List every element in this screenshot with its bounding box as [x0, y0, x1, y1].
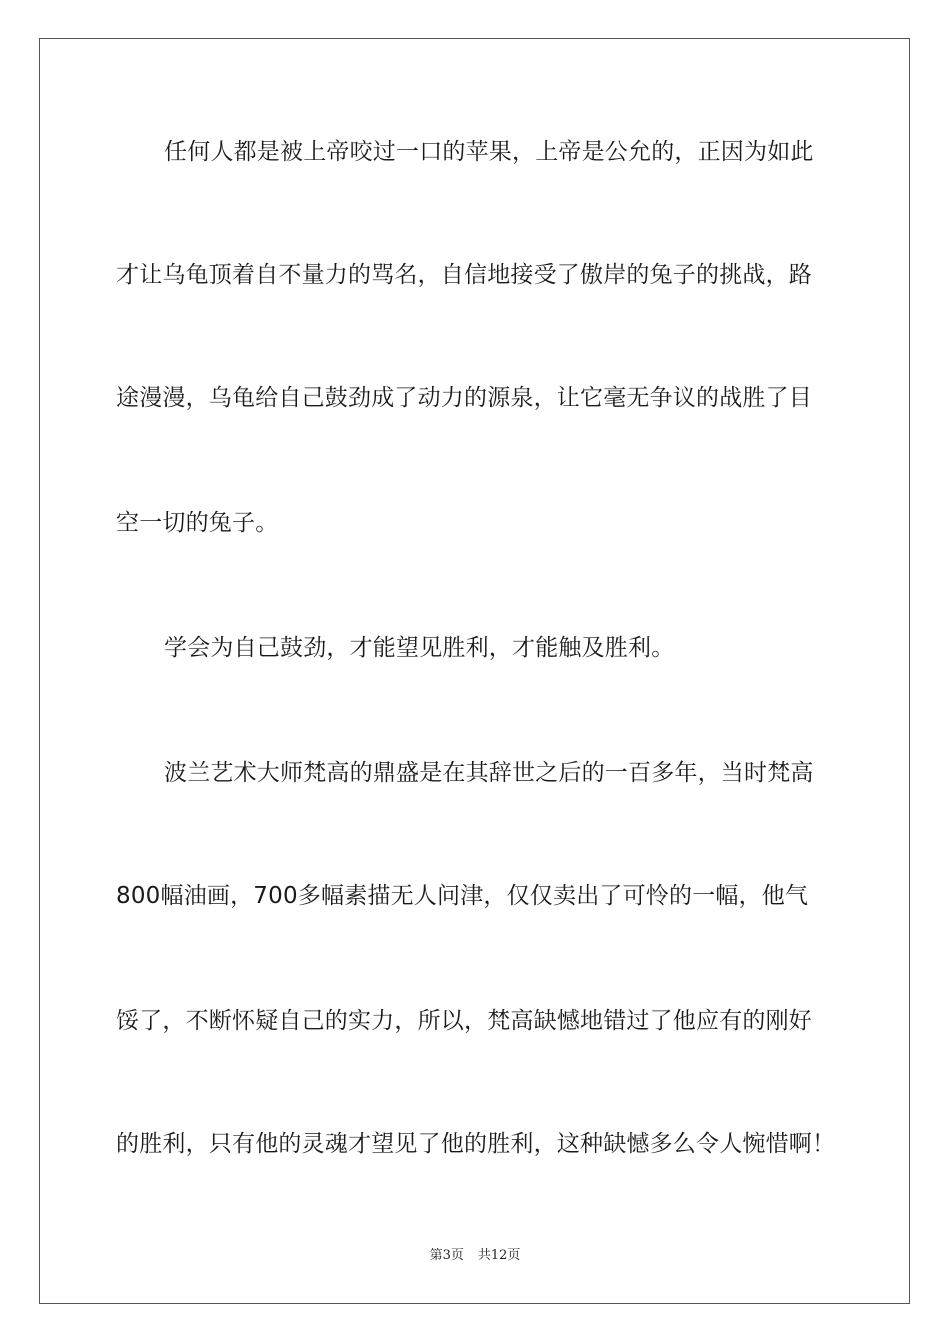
- text-line-9: 的胜利，只有他的灵魂才望见了他的胜利，这种缺憾多么令人惋惜啊！: [116, 1131, 836, 1157]
- page-footer: [0, 1247, 950, 1265]
- text-line-7: 800幅油画，700多幅素描无人问津，仅仅卖出了可怜的一幅，他气: [116, 883, 809, 909]
- page-border: [39, 38, 910, 1304]
- text-line-6: 波兰艺术大师梵高的鼎盛是在其辞世之后的一百多年，当时梵高: [164, 760, 814, 786]
- text-line-1: 任何人都是被上帝咬过一口的苹果，上帝是公允的，正因为如此: [164, 139, 814, 165]
- text-line-4: 空一切的兔子。: [116, 510, 279, 536]
- text-line-5: 学会为自己鼓劲，才能望见胜利，才能触及胜利。: [164, 635, 675, 661]
- page-total: 共12页: [477, 1248, 521, 1263]
- text-line-8: 馁了，不断怀疑自己的实力，所以，梵高缺憾地错过了他应有的刚好: [116, 1008, 812, 1034]
- page-number: 第3页: [429, 1248, 464, 1263]
- text-line-2: 才让乌龟顶着自不量力的骂名，自信地接受了傲岸的兔子的挑战，路: [116, 262, 812, 288]
- text-line-3: 途漫漫，乌龟给自己鼓劲成了动力的源泉，让它毫无争议的战胜了目: [116, 385, 812, 411]
